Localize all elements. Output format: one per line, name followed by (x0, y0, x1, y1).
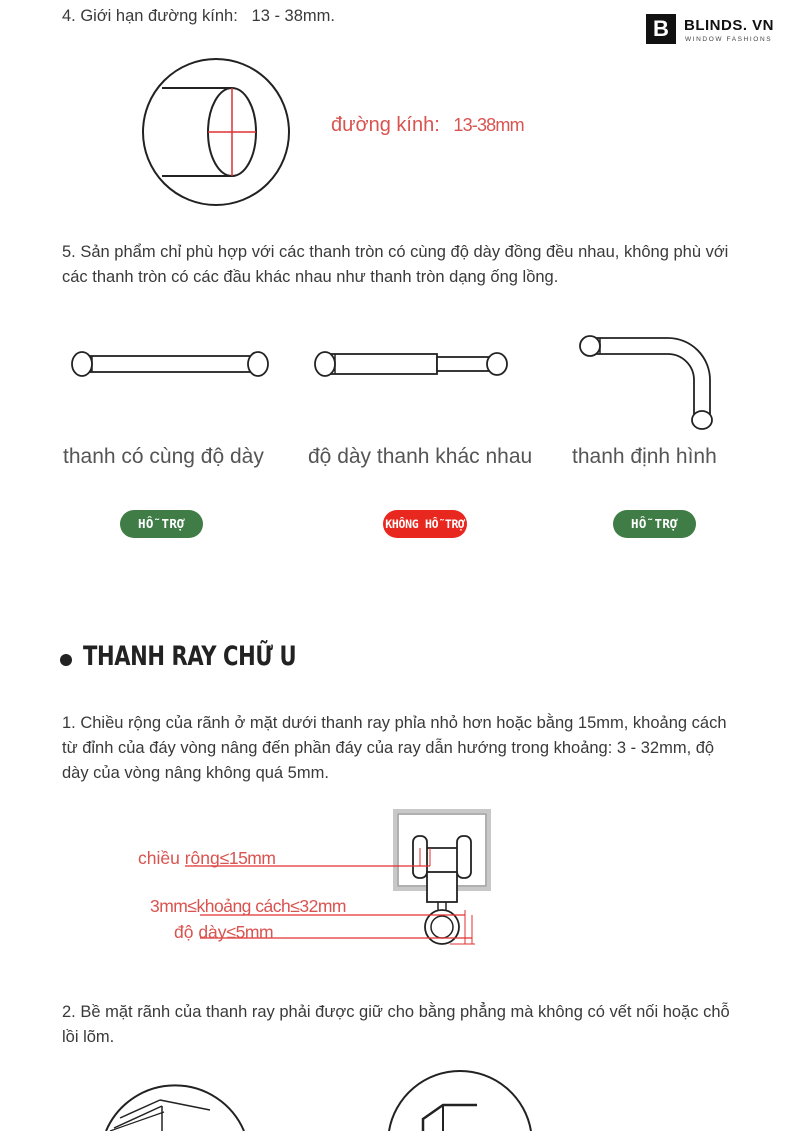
u-rail-heading: THANH RAY CHỮ U (83, 641, 297, 672)
support-badge-bent: HỖ TRỢ (613, 510, 696, 538)
rod-label-bent: thanh định hình (572, 445, 717, 468)
rail-surface-circle-left (100, 1070, 250, 1131)
rod-label-uniform: thanh có cùng độ dày (63, 445, 264, 468)
thickness-dimension-label (174, 922, 273, 943)
rod-uniform-icon (70, 350, 275, 380)
rail-surface-circle-right (385, 1065, 535, 1131)
logo-mark: B (646, 14, 676, 44)
distance-dimension-label (150, 896, 346, 917)
width-value: ≤15mm (219, 848, 276, 868)
logo-name: BLINDS. VN (684, 17, 775, 34)
width-dimension-label (138, 848, 275, 869)
rod-bent-icon (578, 332, 718, 432)
rod-label-telescopic: độ dày thanh khác nhau (308, 445, 533, 468)
rod-telescopic-icon (313, 350, 518, 380)
distance-label: ≤khoảng cách (187, 896, 291, 916)
diameter-label-value: 13-38mm (453, 115, 524, 135)
width-label: chiều rộng (138, 848, 220, 868)
no-support-badge-telescopic: KHÔNG HỖ TRỢ (383, 510, 467, 538)
u-rail-point2: 2. Bề mặt rãnh của thanh ray phải được giữ cho bằng phẳng mà không có vết nối hoặc chỗ lồi lõm. (62, 1003, 730, 1046)
support-badge-uniform: HỖ TRỢ (120, 510, 203, 538)
section4-text: 4. Giới hạn đường kính: 13 - 38mm. (62, 7, 335, 25)
thickness-label: độ dày (174, 922, 227, 942)
diameter-diagram (140, 58, 295, 208)
u-rail-point1: 1. Chiều rộng của rãnh ở mặt dưới thanh ray phỉa nhỏ hơn hoặc bằng 15mm, khoảng cách từ đỉnh của đáy vòng nâng đến phần đáy của ray dẫn hướng trong khoảng: 3 - 32mm, độ dày của vòng nâng không quá 5mm. (62, 714, 727, 782)
diameter-label-prefix: đường kính: (331, 114, 440, 136)
logo-tagline: WINDOW FASHIONS (685, 36, 773, 43)
distance-max: ≤32mm (290, 896, 346, 916)
thickness-value: ≤5mm (226, 922, 274, 942)
diameter-label (331, 114, 524, 137)
heading-bullet (60, 654, 72, 666)
distance-min: 3mm (150, 896, 188, 916)
section5-text: 5. Sản phẩm chỉ phù hợp với các thanh tròn có cùng độ dày đồng đều nhau, không phù với các thanh tròn có các đầu khác nhau như thanh tròn dạng ống lồng. (62, 243, 729, 286)
